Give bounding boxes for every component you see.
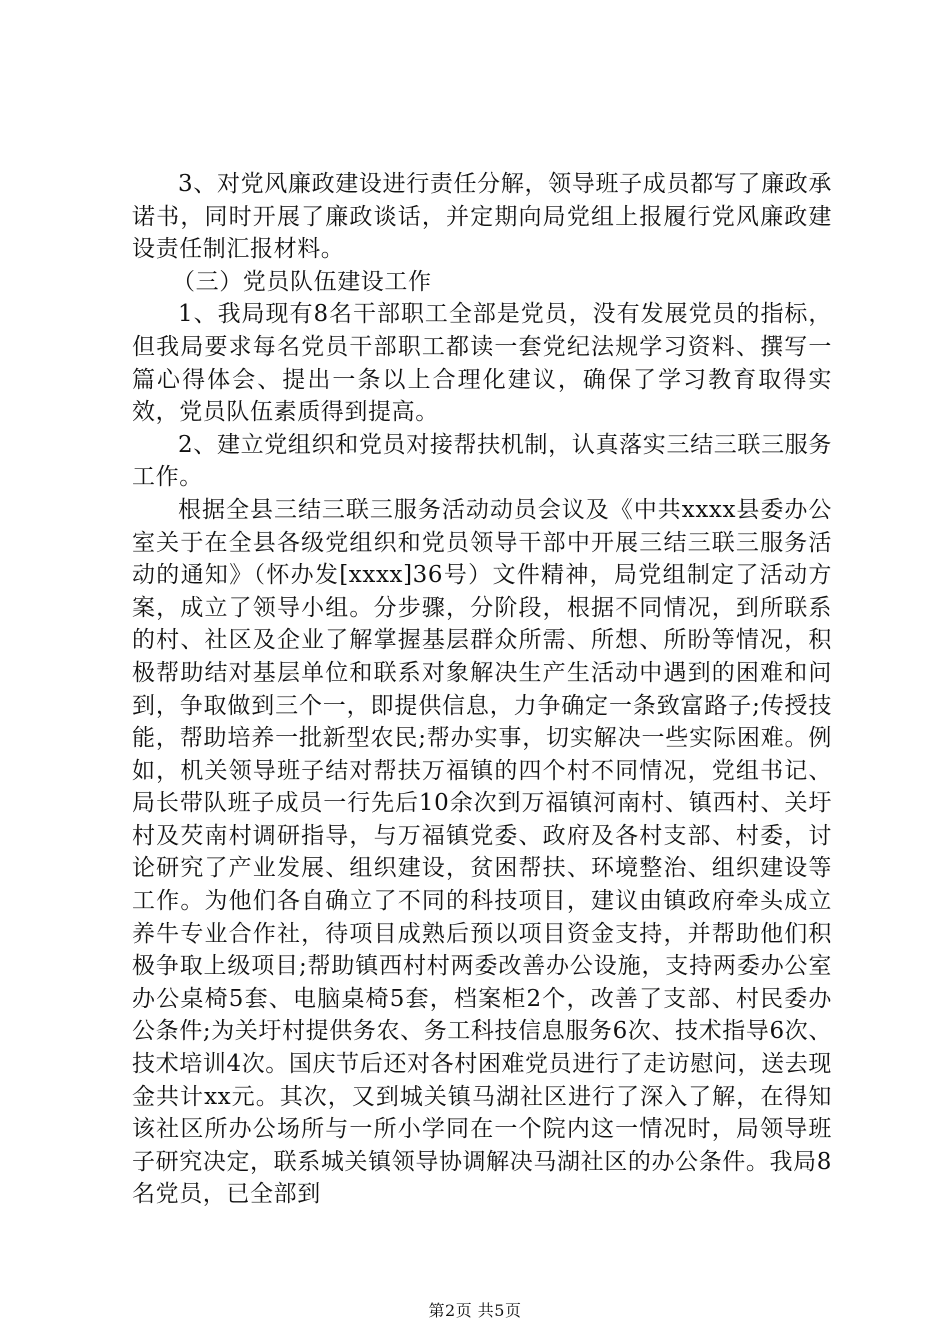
document-body [132, 168, 832, 1211]
paragraph-party-members: 1、我局现有8名干部职工全部是党员，没有发展党员的指标，但我局要求每名党员干部职工都读一套党纪法规学习资料、撰写一篇心得体会、提出一条以上合理化建议，确保了学习教育取得实效，党员队伍素质得到提高。 [132, 301, 832, 426]
paragraph-activity-details: 根据全县三结三联三服务活动动员会议及《中共xxxx县委办公室关于在全县各级党组织和党员领导干部中开展三结三联三服务活动的通知》（怀办发[xxxx]36号）文件精神，局党组制定了活动方案，成立了领导小组。分步骤，分阶段，根据不同情况，到所联系的村、社区及企业了解掌握基层群众所需、所想、所盼等情况，积极帮助结对基层单位和联系对象解决生产生活动中遇到的困难和问到，争取做到三个一，即提供信息，力争确定一条致富路子;传授技能，帮助培养一批新型农民;帮办实事，切实解决一些实际困难。例如，机关领导班子结对帮扶万福镇的四个村不同情况，党组书记、局长带队班子成员一行先后10余次到万福镇河南村、镇西村、关圩村及芡南村调研指导，与万福镇党委、政府及各村支部、村委，讨论研究了产业发展、组织建设，贫困帮扶、环境整治、组织建设等工作。为他们各自确立了不同的科技项目，建议由镇政府牵头成立养牛专业合作社，待项目成熟后预以项目资金支持，并帮助他们积极争取上级项目;帮助镇西村村两委改善办公设施，支持两委办公室办公桌椅5套、电脑桌椅5套，档案柜2个，改善了支部、村民委办公条件;为关圩村提供务农、务工科技信息服务6次、技术指导6次、技术培训4次。国庆节后还对各村困难党员进行了走访慰问，送去现金共计xx元。其次，又到城关镇马湖社区进行了深入了解，在得知该社区所办公场所与一所小学同在一个院内这一情况时，局领导班子研究决定，联系城关镇领导协调解决马湖社区的办公条件。我局8名党员，已全部到 [132, 496, 832, 1208]
section-heading-party-team: （三）党员队伍建设工作 [172, 268, 432, 295]
paragraph-assistance-mechanism: 2、建立党组织和党员对接帮扶机制，认真落实三结三联三服务工作。 [132, 431, 832, 491]
page-footer: 第2页 共5页 [428, 1301, 522, 1320]
paragraph-responsibility: 3、对党风廉政建设进行责任分解，领导班子成员都写了廉政承诺书，同时开展了廉政谈话，并定期向局党组上报履行党风廉政建设责任制汇报材料。 [132, 171, 832, 263]
